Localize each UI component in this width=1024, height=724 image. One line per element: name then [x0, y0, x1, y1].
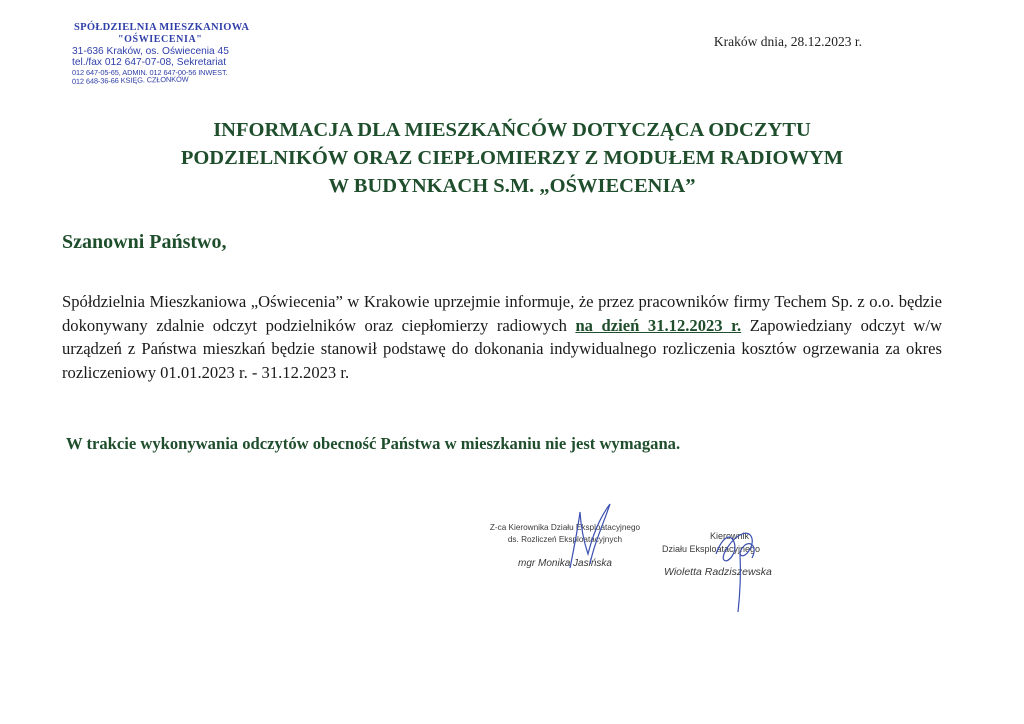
document-date: Kraków dnia, 28.12.2023 r. — [713, 34, 862, 49]
signature-1-name: mgr Monika Jasińska — [518, 558, 612, 569]
reading-date-highlight: na dzień 31.12.2023 r. — [575, 315, 742, 335]
signature-block-2 — [648, 530, 798, 579]
signature-2-name: Wioletta Radziszewska — [664, 566, 772, 578]
stamp-line-3: 31-636 Kraków, os. Oświecenia 45 — [72, 45, 229, 57]
document-title — [100, 116, 924, 200]
stamp-line-2: "OŚWIECENIA" — [118, 34, 203, 46]
signature-2-role-1: Kierownik — [710, 531, 750, 541]
stamp-line-4: tel./fax 012 647-07-08, Sekretariat — [72, 57, 227, 69]
body-paragraph — [62, 290, 942, 384]
stamp-line-5: 012 647-05-65, ADMIN. 012 647-00-56 INWEST. — [72, 68, 228, 77]
stamp-line-1: SPÓŁDZIELNIA MIESZKANIOWA — [74, 22, 250, 33]
greeting: Szanowni Państwo, — [62, 231, 227, 253]
title-line-2: PODZIELNIKÓW ORAZ CIEPŁOMIERZY Z MODUŁEM RADIOWYM — [180, 147, 844, 169]
stamp-line-6: 012 648-36-66 KSIĘG. CZŁONKÓW — [71, 74, 189, 86]
body-text-part-2: Zapowiedziany odczyt w/w urządzeń z Państwa mieszkań będzie stanowił podstawę do dokonania indywidualnego rozliczenia kosztów ogrzewania za okres rozliczeniowy 01.01.2023 r. - 31.12.2023 r. — [62, 315, 942, 382]
title-line-3: W BUDYNKACH S.M. „OŚWIECENIA” — [328, 175, 696, 197]
signature-1-role-1: Z-ca Kierownika Działu Eksploatacyjnego — [489, 523, 641, 532]
signature-1-role-2: ds. Rozliczeń Eksploatacyjnych — [507, 535, 623, 544]
signature-2-role-2: Działu Eksploatacyjnego — [662, 544, 761, 554]
body-text-part-1: Spółdzielnia Mieszkaniowa „Oświecenia” w Krakowie uprzejmie informuje, że przez pracowników firmy Techem Sp. z o.o. będzie dokonywany zdalnie odczyt podzielników oraz ciepłomierzy radiowych — [62, 292, 942, 335]
signature-block-1 — [480, 522, 650, 570]
organization-stamp — [72, 22, 272, 86]
presence-note: W trakcie wykonywania odczytów obecność Państwa w mieszkaniu nie jest wymagana. — [66, 434, 681, 453]
title-line-1: INFORMACJA DLA MIESZKAŃCÓW DOTYCZĄCA ODCZYTU — [213, 119, 811, 141]
